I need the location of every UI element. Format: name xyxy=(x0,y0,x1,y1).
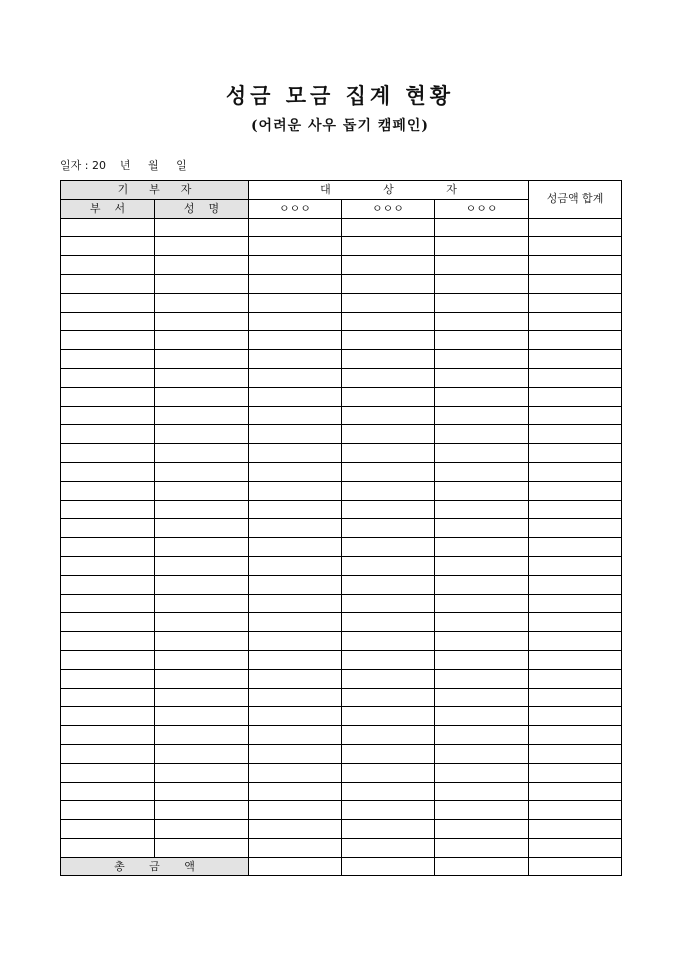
table-cell[interactable] xyxy=(342,406,435,425)
table-cell[interactable] xyxy=(155,669,249,688)
header-name: 성 명 xyxy=(155,199,249,218)
table-cell[interactable] xyxy=(529,237,622,256)
table-cell[interactable] xyxy=(529,462,622,481)
table-row xyxy=(61,838,622,857)
table-cell[interactable] xyxy=(61,613,155,632)
table-cell[interactable] xyxy=(155,293,249,312)
table-row xyxy=(61,594,622,613)
table-cell[interactable] xyxy=(61,481,155,500)
table-row xyxy=(61,387,622,406)
table-cell[interactable] xyxy=(249,256,342,275)
table-cell[interactable] xyxy=(435,801,529,820)
table-cell[interactable] xyxy=(342,519,435,538)
table-cell[interactable] xyxy=(342,481,435,500)
table-cell[interactable] xyxy=(61,519,155,538)
table-cell[interactable] xyxy=(61,763,155,782)
table-cell[interactable] xyxy=(342,726,435,745)
date-line: 일자 : 20 년 월 일 xyxy=(60,159,187,172)
table-cell[interactable] xyxy=(342,782,435,801)
table-cell[interactable] xyxy=(155,801,249,820)
table-cell[interactable] xyxy=(155,274,249,293)
table-cell[interactable] xyxy=(249,838,342,857)
table-cell[interactable] xyxy=(435,782,529,801)
table-cell[interactable] xyxy=(529,556,622,575)
table-cell[interactable] xyxy=(435,632,529,651)
table-cell[interactable] xyxy=(529,293,622,312)
table-cell[interactable] xyxy=(249,444,342,463)
table-row xyxy=(61,312,622,331)
table-cell[interactable] xyxy=(529,763,622,782)
table-cell[interactable] xyxy=(61,500,155,519)
table-cell[interactable] xyxy=(529,632,622,651)
table-row xyxy=(61,575,622,594)
table-cell[interactable] xyxy=(61,444,155,463)
table-row xyxy=(61,688,622,707)
table-cell[interactable] xyxy=(435,669,529,688)
table-cell[interactable] xyxy=(249,650,342,669)
table-cell[interactable] xyxy=(249,406,342,425)
table-cell[interactable] xyxy=(155,256,249,275)
table-cell[interactable] xyxy=(529,444,622,463)
table-cell[interactable] xyxy=(342,218,435,237)
table-cell[interactable] xyxy=(155,481,249,500)
table-cell[interactable] xyxy=(529,838,622,857)
table-cell[interactable] xyxy=(155,707,249,726)
table-row xyxy=(61,444,622,463)
table-row xyxy=(61,782,622,801)
table-cell[interactable] xyxy=(435,688,529,707)
table-row xyxy=(61,556,622,575)
table-cell[interactable] xyxy=(249,575,342,594)
table-row xyxy=(61,500,622,519)
table-cell[interactable] xyxy=(342,707,435,726)
table-row xyxy=(61,613,622,632)
table-cell[interactable] xyxy=(61,838,155,857)
table-cell[interactable] xyxy=(61,726,155,745)
table-cell[interactable] xyxy=(529,538,622,557)
header-dept: 부 서 xyxy=(61,199,155,218)
table-cell[interactable] xyxy=(61,594,155,613)
table-cell[interactable] xyxy=(61,707,155,726)
total-cell[interactable] xyxy=(529,857,622,876)
table-cell[interactable] xyxy=(249,707,342,726)
table-cell[interactable] xyxy=(155,312,249,331)
table-cell[interactable] xyxy=(155,218,249,237)
table-cell[interactable] xyxy=(249,801,342,820)
table-row xyxy=(61,274,622,293)
table-cell[interactable] xyxy=(342,801,435,820)
table-cell[interactable] xyxy=(529,519,622,538)
table-cell[interactable] xyxy=(342,274,435,293)
table-cell[interactable] xyxy=(529,406,622,425)
table-row xyxy=(61,293,622,312)
table-row xyxy=(61,368,622,387)
table-cell[interactable] xyxy=(342,613,435,632)
table-cell[interactable] xyxy=(435,613,529,632)
table-cell[interactable] xyxy=(61,274,155,293)
total-cell[interactable] xyxy=(342,857,435,876)
table-cell[interactable] xyxy=(529,726,622,745)
table-cell[interactable] xyxy=(435,538,529,557)
table-cell[interactable] xyxy=(155,838,249,857)
table-cell[interactable] xyxy=(61,688,155,707)
table-cell[interactable] xyxy=(342,838,435,857)
table-cell[interactable] xyxy=(435,763,529,782)
table-cell[interactable] xyxy=(249,632,342,651)
table-row xyxy=(61,763,622,782)
table-cell[interactable] xyxy=(342,312,435,331)
table-cell[interactable] xyxy=(529,256,622,275)
table-cell[interactable] xyxy=(342,293,435,312)
document-subtitle: (어려운 사우 돕기 캠페인) xyxy=(250,118,430,134)
table-cell[interactable] xyxy=(342,575,435,594)
table-cell[interactable] xyxy=(155,444,249,463)
donation-summary-table xyxy=(60,180,622,876)
total-label: 총 금 액 xyxy=(61,857,249,876)
table-cell[interactable] xyxy=(529,368,622,387)
table-cell[interactable] xyxy=(529,669,622,688)
table-cell[interactable] xyxy=(61,368,155,387)
table-cell[interactable] xyxy=(342,331,435,350)
table-row xyxy=(61,462,622,481)
table-row xyxy=(61,519,622,538)
table-row xyxy=(61,481,622,500)
total-cell[interactable] xyxy=(249,857,342,876)
table-cell[interactable] xyxy=(249,556,342,575)
table-cell[interactable] xyxy=(529,594,622,613)
table-cell[interactable] xyxy=(342,650,435,669)
table-cell[interactable] xyxy=(529,218,622,237)
table-cell[interactable] xyxy=(249,519,342,538)
table-cell[interactable] xyxy=(342,744,435,763)
table-cell[interactable] xyxy=(155,368,249,387)
table-cell[interactable] xyxy=(61,387,155,406)
table-cell[interactable] xyxy=(155,763,249,782)
table-row xyxy=(61,632,622,651)
table-cell[interactable] xyxy=(529,274,622,293)
table-cell[interactable] xyxy=(249,481,342,500)
table-cell[interactable] xyxy=(61,575,155,594)
table-cell[interactable] xyxy=(249,350,342,369)
table-cell[interactable] xyxy=(435,331,529,350)
table-cell[interactable] xyxy=(435,368,529,387)
table-cell[interactable] xyxy=(435,425,529,444)
table-cell[interactable] xyxy=(529,650,622,669)
table-cell[interactable] xyxy=(61,425,155,444)
table-cell[interactable] xyxy=(342,425,435,444)
table-row xyxy=(61,744,622,763)
table-cell[interactable] xyxy=(155,688,249,707)
table-cell[interactable] xyxy=(155,500,249,519)
table-cell[interactable] xyxy=(435,650,529,669)
table-cell[interactable] xyxy=(435,293,529,312)
table-cell[interactable] xyxy=(435,256,529,275)
table-cell[interactable] xyxy=(249,782,342,801)
table-row xyxy=(61,726,622,745)
table-cell[interactable] xyxy=(529,613,622,632)
table-cell[interactable] xyxy=(155,406,249,425)
table-cell[interactable] xyxy=(342,500,435,519)
table-cell[interactable] xyxy=(342,538,435,557)
table-cell[interactable] xyxy=(342,368,435,387)
table-cell[interactable] xyxy=(529,707,622,726)
table-cell[interactable] xyxy=(249,312,342,331)
table-cell[interactable] xyxy=(435,820,529,839)
table-cell[interactable] xyxy=(435,237,529,256)
table-cell[interactable] xyxy=(529,575,622,594)
table-cell[interactable] xyxy=(155,462,249,481)
table-row xyxy=(61,256,622,275)
table-cell[interactable] xyxy=(249,274,342,293)
table-cell[interactable] xyxy=(155,575,249,594)
header-row-main xyxy=(61,181,622,200)
table-cell[interactable] xyxy=(435,556,529,575)
table-cell[interactable] xyxy=(435,218,529,237)
table-cell[interactable] xyxy=(529,331,622,350)
table-cell[interactable] xyxy=(435,312,529,331)
table-cell[interactable] xyxy=(155,519,249,538)
table-cell[interactable] xyxy=(435,350,529,369)
table-cell[interactable] xyxy=(155,556,249,575)
table-cell[interactable] xyxy=(249,425,342,444)
table-cell[interactable] xyxy=(155,632,249,651)
table-cell[interactable] xyxy=(61,293,155,312)
table-cell[interactable] xyxy=(342,632,435,651)
table-cell[interactable] xyxy=(61,556,155,575)
header-donor: 기 부 자 xyxy=(61,181,249,200)
total-cell[interactable] xyxy=(435,857,529,876)
table-cell[interactable] xyxy=(342,820,435,839)
table-cell[interactable] xyxy=(342,594,435,613)
table-cell[interactable] xyxy=(529,782,622,801)
table-cell[interactable] xyxy=(155,538,249,557)
table-cell[interactable] xyxy=(155,331,249,350)
table-row xyxy=(61,538,622,557)
table-cell[interactable] xyxy=(155,782,249,801)
table-row xyxy=(61,350,622,369)
table-cell[interactable] xyxy=(435,481,529,500)
table-cell[interactable] xyxy=(249,237,342,256)
table-cell[interactable] xyxy=(529,312,622,331)
header-recipient-1: ㅇㅇㅇ xyxy=(249,199,342,218)
table-cell[interactable] xyxy=(249,538,342,557)
table-cell[interactable] xyxy=(61,256,155,275)
table-cell[interactable] xyxy=(342,688,435,707)
table-row xyxy=(61,218,622,237)
table-row xyxy=(61,801,622,820)
table-cell[interactable] xyxy=(249,744,342,763)
table-cell[interactable] xyxy=(342,462,435,481)
header-recipient-3: ㅇㅇㅇ xyxy=(435,199,529,218)
table-cell[interactable] xyxy=(249,293,342,312)
table-cell[interactable] xyxy=(249,763,342,782)
table-cell[interactable] xyxy=(529,425,622,444)
table-cell[interactable] xyxy=(61,669,155,688)
table-cell[interactable] xyxy=(249,594,342,613)
table-cell[interactable] xyxy=(435,444,529,463)
table-row xyxy=(61,425,622,444)
table-cell[interactable] xyxy=(249,462,342,481)
table-cell[interactable] xyxy=(435,744,529,763)
table-cell[interactable] xyxy=(61,538,155,557)
table-row xyxy=(61,669,622,688)
table-row xyxy=(61,406,622,425)
table-cell[interactable] xyxy=(249,500,342,519)
table-row xyxy=(61,650,622,669)
table-cell[interactable] xyxy=(529,350,622,369)
table-cell[interactable] xyxy=(435,594,529,613)
table-cell[interactable] xyxy=(155,350,249,369)
table-row xyxy=(61,820,622,839)
table-cell[interactable] xyxy=(435,519,529,538)
table-cell[interactable] xyxy=(435,406,529,425)
table-cell[interactable] xyxy=(529,744,622,763)
header-recipient: 대 상 자 xyxy=(249,181,529,200)
table-cell[interactable] xyxy=(61,350,155,369)
table-cell[interactable] xyxy=(529,820,622,839)
table-cell[interactable] xyxy=(249,331,342,350)
table-cell[interactable] xyxy=(342,350,435,369)
table-cell[interactable] xyxy=(249,688,342,707)
table-cell[interactable] xyxy=(342,444,435,463)
table-cell[interactable] xyxy=(61,218,155,237)
table-cell[interactable] xyxy=(61,406,155,425)
table-cell[interactable] xyxy=(249,387,342,406)
table-cell[interactable] xyxy=(435,274,529,293)
table-cell[interactable] xyxy=(155,744,249,763)
total-row xyxy=(61,857,622,876)
table-row xyxy=(61,331,622,350)
document-title: 성금 모금 집계 현황 xyxy=(225,83,455,108)
table-cell[interactable] xyxy=(249,368,342,387)
table-cell[interactable] xyxy=(435,387,529,406)
table-cell[interactable] xyxy=(155,650,249,669)
table-cell[interactable] xyxy=(61,331,155,350)
table-cell[interactable] xyxy=(249,218,342,237)
table-cell[interactable] xyxy=(61,650,155,669)
table-cell[interactable] xyxy=(435,462,529,481)
table-cell[interactable] xyxy=(435,707,529,726)
table-cell[interactable] xyxy=(155,726,249,745)
table-cell[interactable] xyxy=(435,838,529,857)
table-cell[interactable] xyxy=(155,594,249,613)
table-cell[interactable] xyxy=(61,820,155,839)
header-recipient-2: ㅇㅇㅇ xyxy=(342,199,435,218)
table-row xyxy=(61,237,622,256)
table-cell[interactable] xyxy=(435,726,529,745)
table-row xyxy=(61,707,622,726)
table-cell[interactable] xyxy=(342,669,435,688)
table-cell[interactable] xyxy=(529,500,622,519)
table-cell[interactable] xyxy=(249,726,342,745)
table-cell[interactable] xyxy=(61,782,155,801)
table-cell[interactable] xyxy=(61,632,155,651)
table-cell[interactable] xyxy=(435,575,529,594)
table-cell[interactable] xyxy=(342,387,435,406)
table-cell[interactable] xyxy=(155,425,249,444)
table-cell[interactable] xyxy=(529,387,622,406)
table-cell[interactable] xyxy=(61,462,155,481)
table-cell[interactable] xyxy=(529,801,622,820)
table-cell[interactable] xyxy=(61,801,155,820)
table-cell[interactable] xyxy=(155,613,249,632)
table-cell[interactable] xyxy=(61,312,155,331)
table-cell[interactable] xyxy=(435,500,529,519)
table-cell[interactable] xyxy=(155,820,249,839)
table-cell[interactable] xyxy=(61,237,155,256)
table-cell[interactable] xyxy=(249,820,342,839)
table-cell[interactable] xyxy=(155,237,249,256)
table-cell[interactable] xyxy=(342,256,435,275)
table-cell[interactable] xyxy=(249,669,342,688)
table-cell[interactable] xyxy=(61,744,155,763)
table-cell[interactable] xyxy=(342,763,435,782)
table-cell[interactable] xyxy=(529,688,622,707)
header-total-sum: 성금액 합계 xyxy=(529,181,622,219)
table-cell[interactable] xyxy=(249,613,342,632)
table-cell[interactable] xyxy=(155,387,249,406)
table-cell[interactable] xyxy=(342,556,435,575)
table-cell[interactable] xyxy=(342,237,435,256)
table-cell[interactable] xyxy=(529,481,622,500)
